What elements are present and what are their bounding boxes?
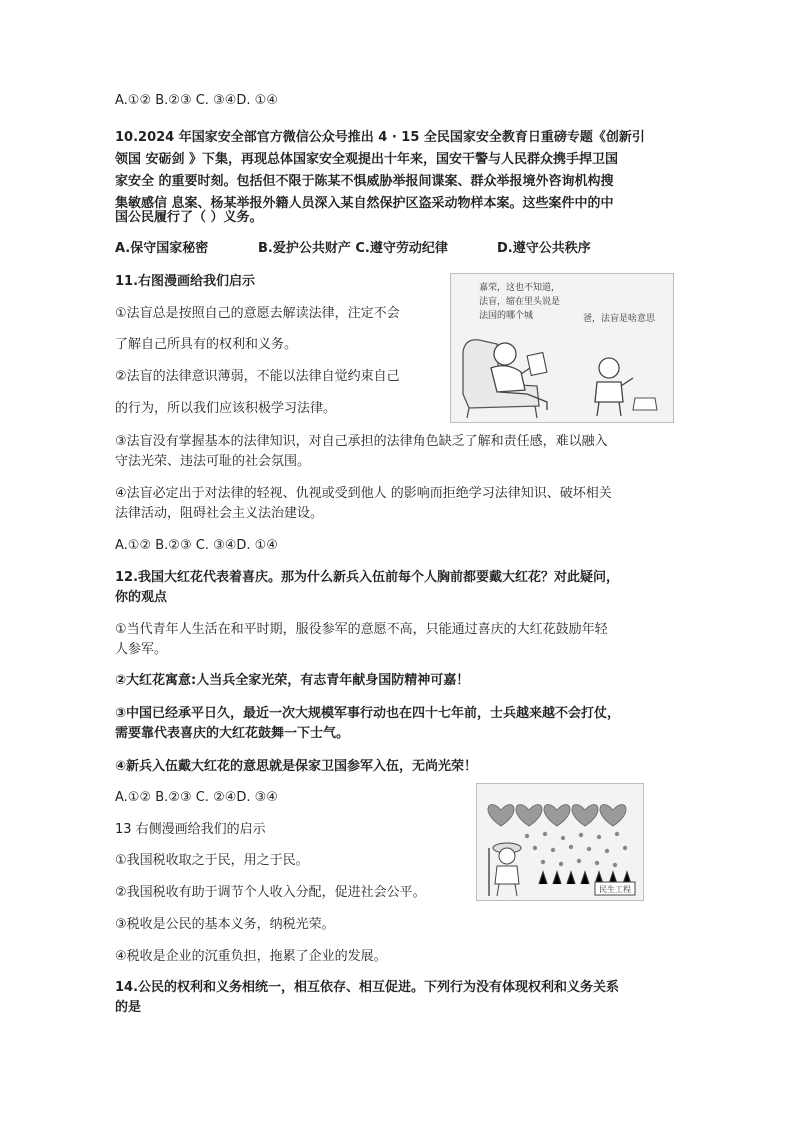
q11-statement-4a: ④法盲必定出于对法律的轻视、仇视或受到他人 的影响而拒绝学习法律知识、破坏相关 <box>115 486 612 501</box>
q12-statement-1b: 人参军。 <box>115 642 168 657</box>
q13-cartoon-label: 民生工程 <box>599 885 631 894</box>
q13-cartoon <box>476 783 644 901</box>
q11-title: 11.右图漫画给我们启示 <box>115 274 256 289</box>
q12-line-2: 你的观点 <box>115 590 168 605</box>
q12-statement-3b: 需要靠代表喜庆的大红花鼓舞一下士气。 <box>115 726 350 741</box>
q10-option-a: A.保守国家秘密 <box>115 241 209 256</box>
q12-statement-2: ②大红花寓意:人当兵全家光荣，有志青年献身国防精神可嘉！ <box>115 673 470 688</box>
q14-line-2: 的是 <box>115 1000 142 1015</box>
q10-option-d: D.遵守公共秩序 <box>497 241 591 256</box>
q12-statement-3a: ③中国已经承平日久，最近一次大规模军事行动也在四十七年前，士兵越来越不会打仗， <box>115 706 621 721</box>
q13-statement-2: ②我国税收有助于调节个人收入分配，促进社会公平。 <box>115 885 426 900</box>
q11-statement-4b: 法律活动，阻碍社会主义法治建设。 <box>115 506 324 521</box>
q11-statement-3a: ③法盲没有掌握基本的法律知识，对自己承担的法律角色缺乏了解和责任感，难以融入 <box>115 434 608 449</box>
q11-cartoon-text-left-2: 法盲，缩在里头说是 <box>479 297 561 307</box>
q13-statement-1: ①我国税收取之于民，用之于民。 <box>115 853 309 868</box>
q12-statement-1a: ①当代青年人生活在和平时期，服役参军的意愿不高，只能通过喜庆的大红花鼓励年轻 <box>115 622 608 637</box>
q11-statement-1a: ①法盲总是按照自己的意愿去解读法律，注定不会 <box>115 306 400 321</box>
q10-line-2: 领国 安砺剑 》下集，再现总体国家安全观提出十年来，国安干警与人民群众携手捍卫国 <box>115 152 619 167</box>
q10-line-4: 集敏感信 息案、杨某举报外籍人员深入某自然保护区盗采动物样本案。这些案件中的中 <box>115 196 614 211</box>
q11-cartoon-text-left-1: 嘉荣，这也不知道， <box>479 283 561 293</box>
q10-line-3: 家安全 的重要时刻。包括但不限于陈某不惧威胁举报间谍案、群众举报境外咨询机构搜 <box>115 174 614 189</box>
q13-statement-4: ④税收是企业的沉重负担，拖累了企业的发展。 <box>115 949 387 964</box>
q10-option-bc: B.爱护公共财产 C.遵守劳动纪律 <box>258 241 448 256</box>
q10-line-1: 10.2024 年国家安全部官方微信公众号推出 4 · 15 全民国家安全教育日重磅专题《创新引 <box>115 130 645 145</box>
q11-statement-3b: 守法光荣、违法可耻的社会氛围。 <box>115 454 311 469</box>
q9-options: A.①② B.②③ C. ③④D. ①④ <box>115 93 278 108</box>
q11-cartoon-text-right: 爸，法盲是啥意思 <box>583 314 656 324</box>
q12-options: A.①② B.②③ C. ②④D. ③④ <box>115 790 278 805</box>
q12-line-1: 12.我国大红花代表着喜庆。那为什么新兵入伍前每个人胸前都要戴大红花？对此疑问， <box>115 570 620 585</box>
q13-cartoon-art <box>477 784 643 900</box>
q11-cartoon-text-left-3: 法国的哪个城 <box>479 311 534 321</box>
q14-line-1: 14.公民的权利和义务相统一，相互依存、相互促进。下列行为没有体现权利和义务关系 <box>115 980 620 995</box>
q11-cartoon <box>450 273 674 423</box>
q11-statement-2a: ②法盲的法律意识薄弱，不能以法律自觉约束自己 <box>115 369 400 384</box>
q11-options: A.①② B.②③ C. ③④D. ①④ <box>115 538 278 553</box>
q10-line-5: 国公民履行了（ ）义务。 <box>115 210 263 225</box>
q11-statement-2b: 的行为，所以我们应该积极学习法律。 <box>115 401 337 416</box>
q13-title: 13 右侧漫画给我们的启示 <box>115 822 266 837</box>
q12-statement-4: ④新兵入伍戴大红花的意思就是保家卫国参军入伍，无尚光荣！ <box>115 759 478 774</box>
q11-statement-1b: 了解自己所具有的权利和义务。 <box>115 337 298 352</box>
q13-statement-3: ③税收是公民的基本义务，纳税光荣。 <box>115 917 335 932</box>
